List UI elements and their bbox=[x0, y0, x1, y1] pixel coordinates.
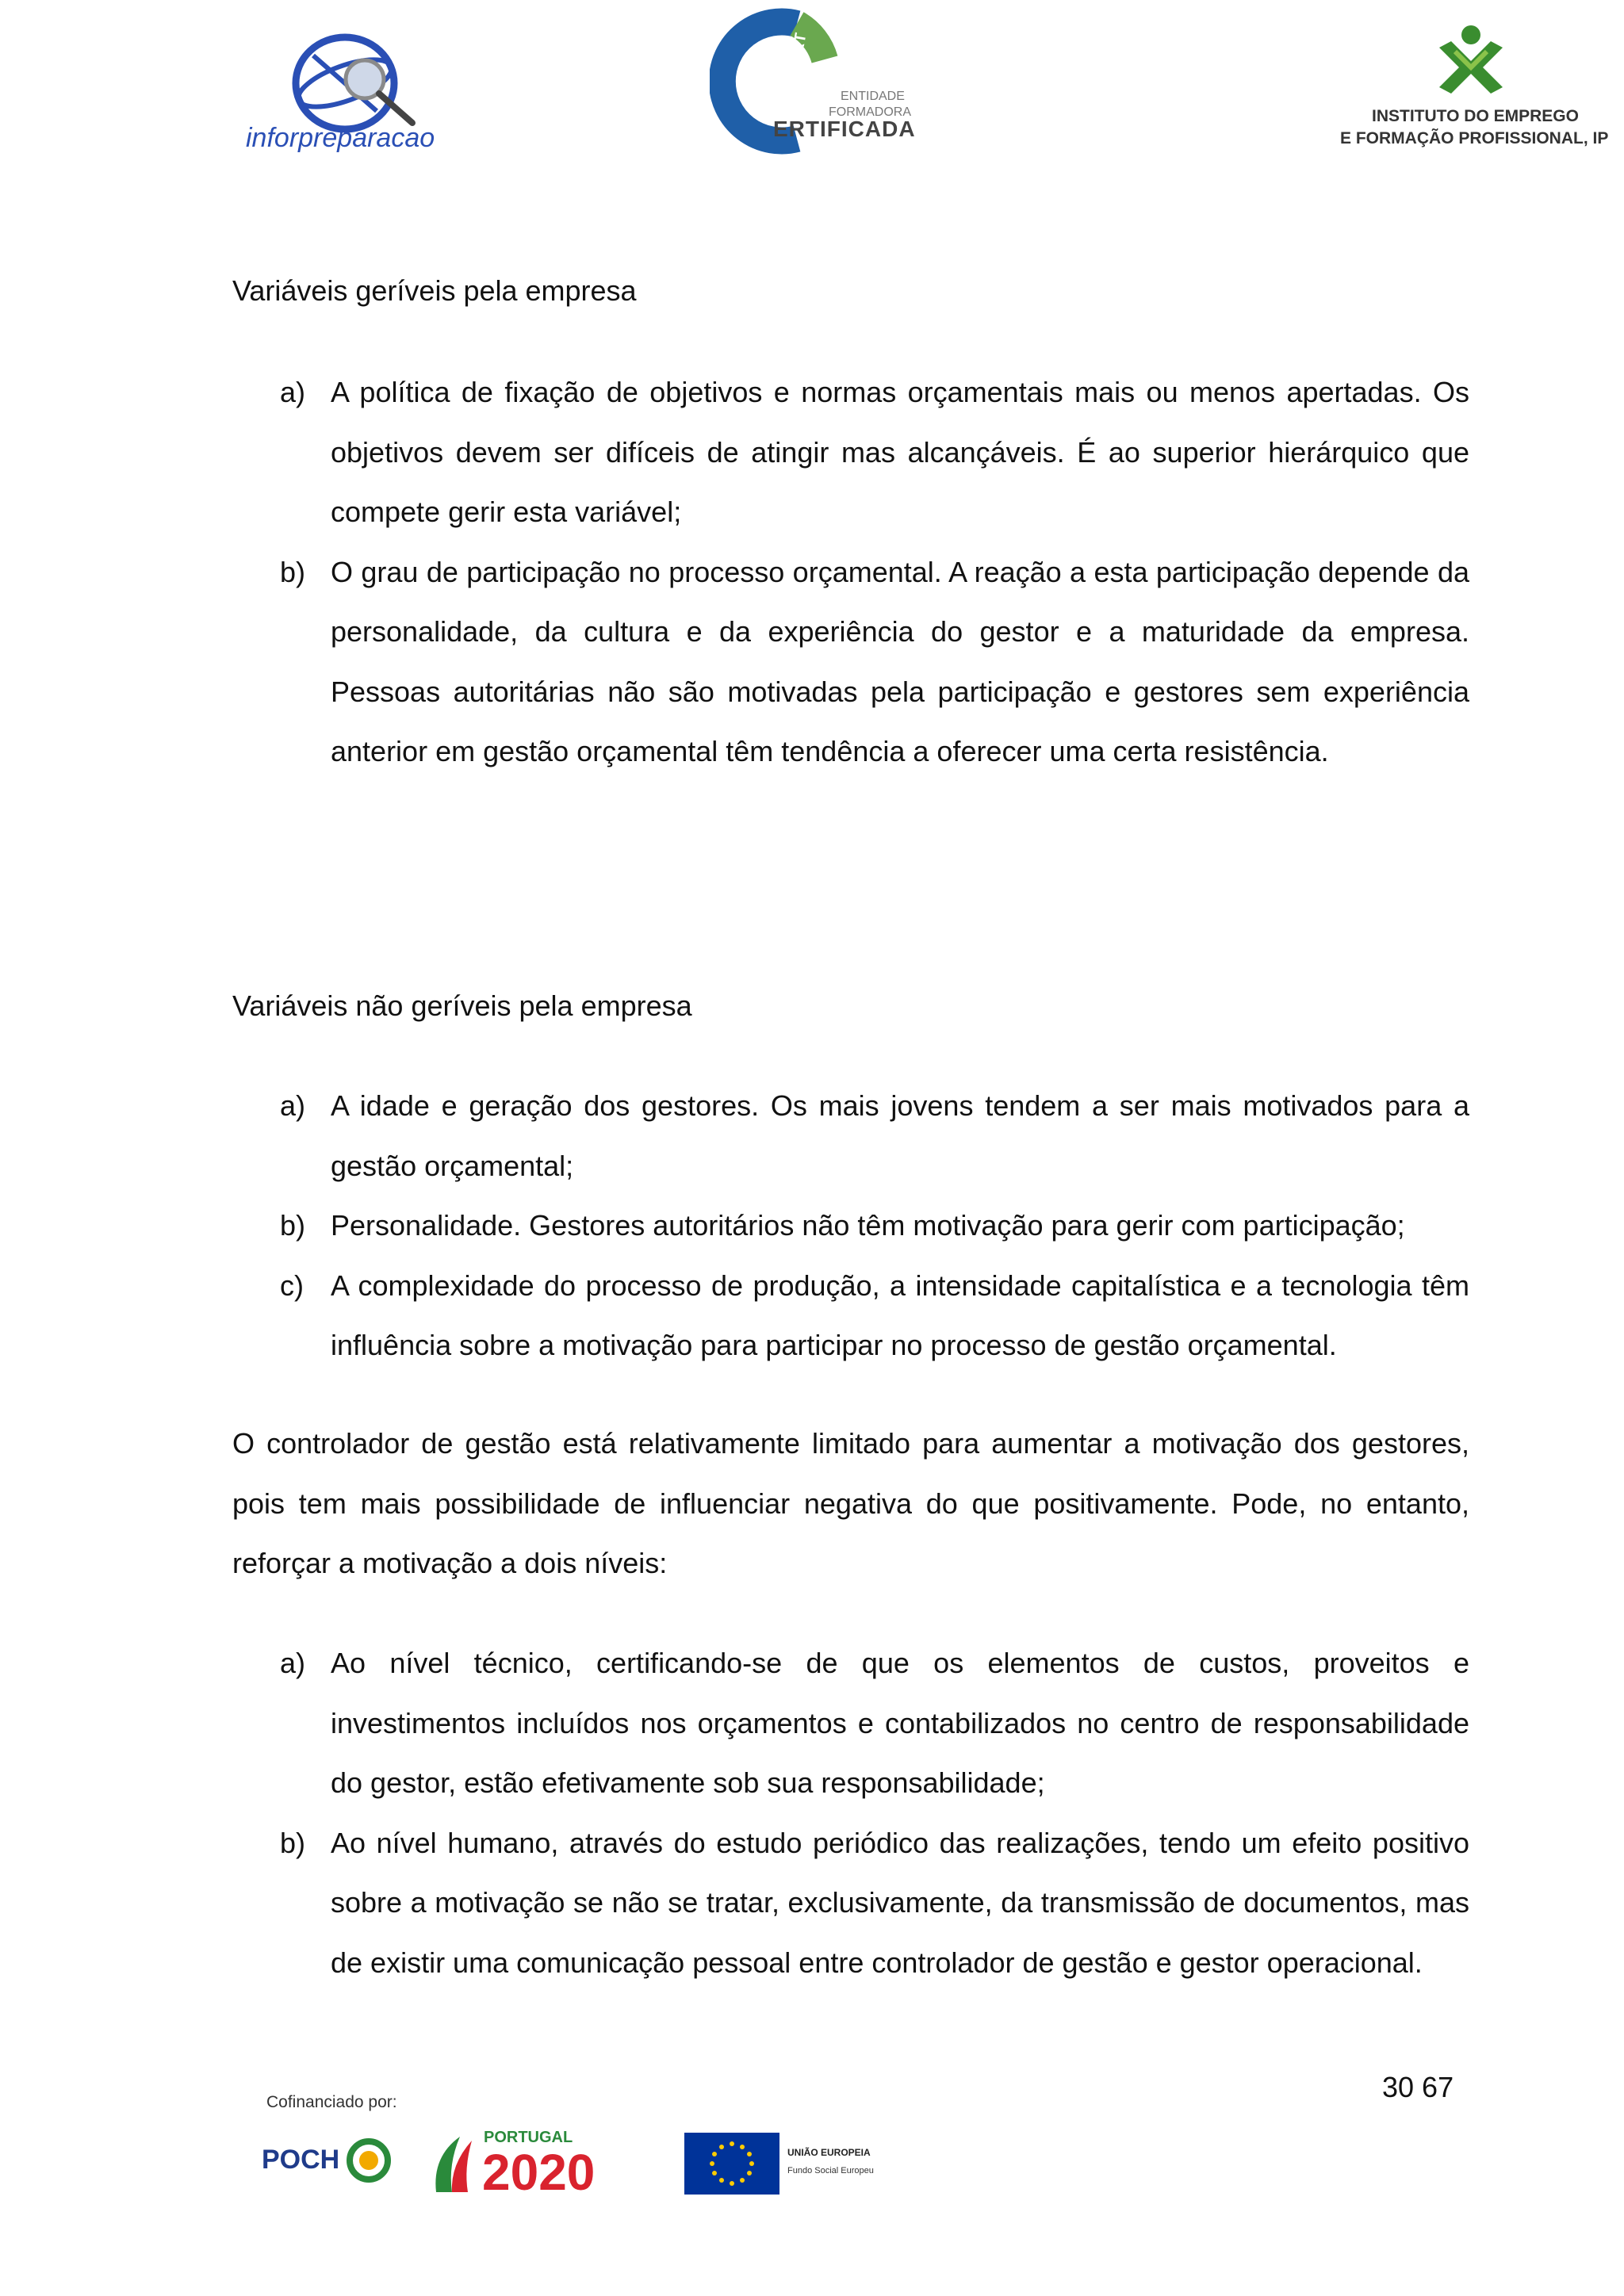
iefp-line1: INSTITUTO DO EMPREGO bbox=[1372, 107, 1579, 125]
list-item bbox=[232, 1076, 1469, 1196]
poch-logo bbox=[262, 2129, 396, 2192]
page-number: 30 67 bbox=[1382, 2071, 1454, 2103]
list-niveis bbox=[232, 1633, 1469, 1992]
eu-label: UNIÃO EUROPEIA bbox=[787, 2147, 871, 2158]
list-item-text: A política de fixação de objetivos e normas orçamentais mais ou menos apertadas. Os objetivos devem ser difíceis de atingir mas alcançáveis. É ao superior hierárquico que compete gerir esta variável; bbox=[331, 376, 1469, 528]
portugal-flag-swoosh-icon bbox=[428, 2133, 476, 2196]
dgert-side-label: DGERT bbox=[783, 32, 810, 90]
cofinanciado-label: Cofinanciado por: bbox=[266, 2093, 397, 2111]
list-item-text: Ao nível técnico, certificando-se de que os elementos de custos, proveitos e investimentos incluídos nos orçamentos e contabilizados no centro de responsabilidade do gestor, estão efetivamente sob sua responsabilidade; bbox=[331, 1647, 1469, 1799]
dgert-line3: ERTIFICADA bbox=[773, 117, 916, 141]
dgert-certified-logo bbox=[710, 4, 948, 155]
portugal-2020-logo bbox=[428, 2129, 650, 2200]
list-item-text: A complexidade do processo de produção, a intensidade capitalística e a tecnologia têm influência sobre a motivação para participar no processo de gestão orçamental. bbox=[331, 1269, 1469, 1361]
list-item bbox=[232, 1633, 1469, 1813]
section-heading-nao-geriveis: Variáveis não geríveis pela empresa bbox=[232, 989, 692, 1022]
list-marker: c) bbox=[280, 1269, 304, 1302]
list-marker: a) bbox=[280, 1089, 306, 1122]
eu-fse-logo bbox=[684, 2133, 906, 2196]
list-item-text: Ao nível humano, através do estudo periódico das realizações, tendo um efeito positivo sobre a motivação se não se tratar, exclusivamente, da transmissão de documentos, mas de existir uma comunicação pessoal entre controlador de gestão e gestor operacional. bbox=[331, 1826, 1469, 1979]
dgert-line2: FORMADORA bbox=[829, 105, 911, 119]
inforpreparacao-logo bbox=[238, 24, 468, 166]
fse-label: Fundo Social Europeu bbox=[787, 2166, 874, 2175]
list-item bbox=[232, 542, 1469, 782]
list-item bbox=[232, 362, 1469, 542]
list-nao-geriveis bbox=[232, 1076, 1469, 1376]
eu-flag-icon bbox=[684, 2133, 779, 2195]
body-paragraph: O controlador de gestão está relativamente limitado para aumentar a motivação dos gestores, pois tem mais possibilidade de influenciar negativa do que positivamente. Pode, no entanto, reforçar a motivação a dois níveis: bbox=[232, 1427, 1469, 1579]
list-item bbox=[232, 1256, 1469, 1376]
list-item-text: A idade e geração dos gestores. Os mais jovens tendem a ser mais motivados para a gestão orçamental; bbox=[331, 1089, 1469, 1182]
list-geriveis bbox=[232, 362, 1469, 782]
portugal-label: PORTUGAL bbox=[484, 2129, 573, 2146]
iefp-line2: E FORMAÇÃO PROFISSIONAL, IP bbox=[1340, 129, 1609, 147]
list-marker: b) bbox=[280, 555, 306, 588]
inforpreparacao-wordmark: inforpreparacao bbox=[246, 123, 435, 153]
list-item-text: O grau de participação no processo orçamental. A reação a esta participação depende da personalidade, da cultura e da experiência do gestor e a maturidade da empresa. Pessoas autoritárias não são motivadas pela participação e gestores sem experiência anterior em gestão orçamental têm tendência a oferecer uma certa resistência. bbox=[331, 555, 1469, 767]
section-heading-geriveis: Variáveis geríveis pela empresa bbox=[232, 274, 637, 307]
poch-swirl-icon bbox=[345, 2137, 393, 2184]
iefp-emblem-icon bbox=[1340, 24, 1602, 103]
iefp-logo bbox=[1340, 24, 1609, 159]
list-marker: a) bbox=[280, 376, 306, 408]
list-marker: b) bbox=[280, 1209, 306, 1242]
list-item-text: Personalidade. Gestores autoritários não têm motivação para gerir com participação; bbox=[331, 1209, 1405, 1242]
list-marker: a) bbox=[280, 1647, 306, 1679]
portugal-2020-year: 2020 bbox=[482, 2144, 596, 2201]
dgert-line1: ENTIDADE bbox=[841, 90, 905, 103]
list-item bbox=[232, 1813, 1469, 1993]
list-item bbox=[232, 1196, 1469, 1256]
list-marker: b) bbox=[280, 1826, 306, 1859]
poch-wordmark: POCH bbox=[262, 2145, 340, 2175]
